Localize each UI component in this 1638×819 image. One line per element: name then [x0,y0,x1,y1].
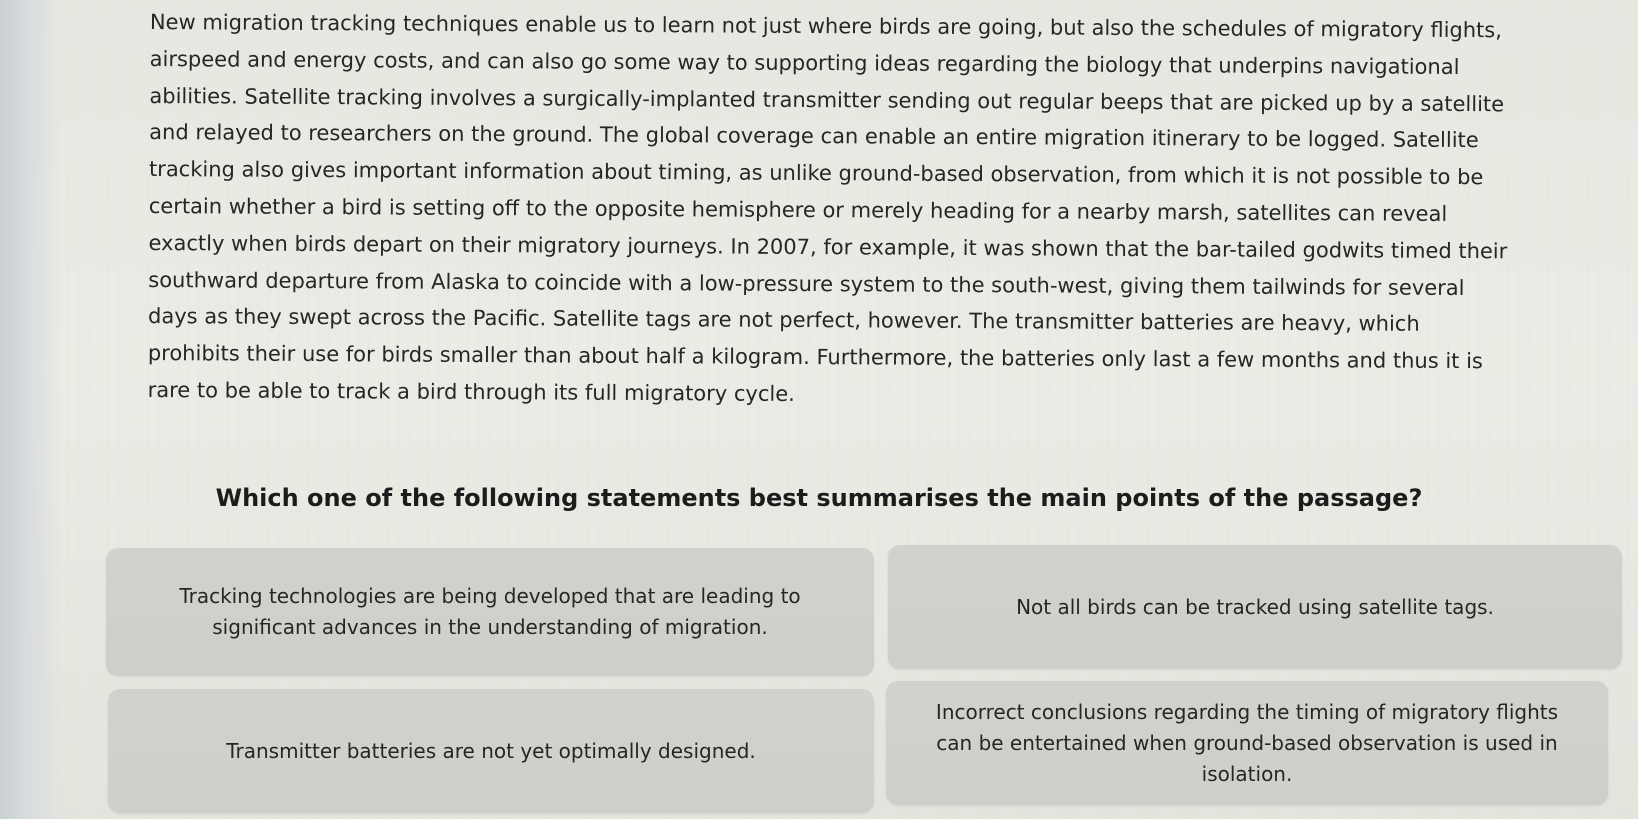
answer-option-text [1016,592,1494,623]
answer-option-d[interactable] [886,681,1608,805]
answer-option-text [936,697,1558,790]
passage-line: tracking also gives important information about timing, as unlike ground-based observation, from which it is not possible to be [148,157,1484,190]
passage-line: abilities. Satellite tracking involves a surgically-implanted transmitter sending out regular beeps that are picked up by a satellite [149,83,1505,116]
answer-line: Tracking technologies are being developed that are leading to [179,584,801,608]
screen-edge-shadow [0,0,60,819]
answer-line: can be entertained when ground-based observation is used in [936,730,1558,755]
answer-option-a[interactable] [106,548,874,676]
passage-line: New migration tracking techniques enable us to learn not just where birds are going, but also the schedules of migratory flights, [149,9,1503,43]
passage-line: southward departure from Alaska to coincide with a low-pressure system to the south-west, giving them tailwinds for several [148,267,1465,300]
passage-line: certain whether a bird is setting off to the opposite hemisphere or merely heading for a nearby marsh, satellites can reveal [148,193,1448,226]
passage-line: and relayed to researchers on the ground. The global coverage can enable an entire migration itinerary to be logged. Satellite [149,120,1479,153]
answer-option-text [226,736,756,767]
passage-line: prohibits their use for birds smaller than about half a kilogram. Furthermore, the batteries only last a few months and thus it is [147,341,1483,374]
passage-line: exactly when birds depart on their migratory journeys. In 2007, for example, it was shown that the bar-tailed godwits timed their [148,230,1508,264]
passage-line: rare to be able to track a bird through its full migratory cycle. [147,377,795,406]
answer-line: Not all birds can be tracked using satellite tags. [1016,594,1494,619]
answer-line: Incorrect conclusions regarding the timing of migratory flights [935,699,1559,724]
answer-line: Transmitter batteries are not yet optimally designed. [226,738,756,763]
answer-line: significant advances in the understanding of migration. [212,615,768,639]
answer-option-text [179,581,800,643]
answer-line: isolation. [1201,761,1293,786]
answer-option-b[interactable] [888,545,1622,669]
question-text: Which one of the following statements best summarises the main points of the passage? [215,484,1423,512]
passage-line: days as they swept across the Pacific. Satellite tags are not perfect, however. The transmitter batteries are heavy, which [148,304,1420,337]
passage-line: airspeed and energy costs, and can also go some way to supporting ideas regarding the biology that underpins navigational [149,46,1460,79]
answer-option-c[interactable] [108,689,874,813]
reading-passage [148,4,1580,417]
